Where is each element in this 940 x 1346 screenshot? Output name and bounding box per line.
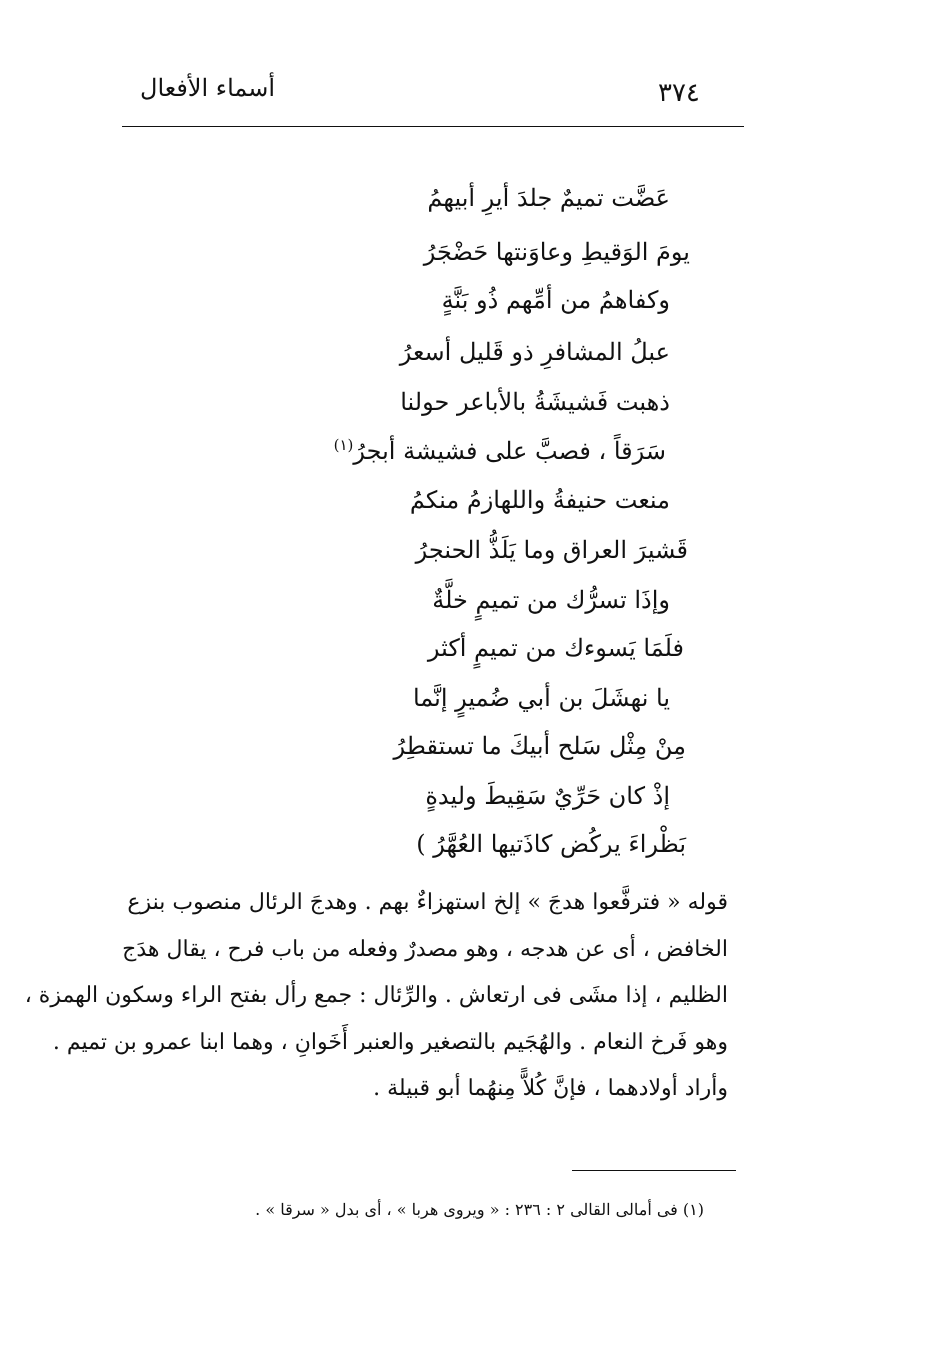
running-header-title: أسماء الأفعال bbox=[140, 74, 276, 102]
poem-line: منعت حنيفةُ واللهازمُ منكمُ bbox=[409, 486, 670, 514]
poem-line: يومَ الوَقيطِ وعاوَنتها حَضْجَرُ bbox=[423, 238, 690, 266]
poem-line: قَشيرَ العراق وما يَلَذُّ الحنجرُ bbox=[415, 536, 688, 564]
poem-line: وكفاهمُ من أمِّهم ذُو بَنَّةٍ bbox=[441, 286, 670, 314]
poem-line: فلَمَا يَسوءك من تميمٍ أكثر bbox=[427, 634, 684, 662]
poem-line-with-footnote bbox=[328, 436, 666, 465]
poem-line: بَظْراءَ يركُض كاذَتيها العُهَّرُ ) bbox=[416, 830, 686, 858]
poem-line: مِنْ مِثْل سَلح أبيكَ ما تستقطِرُ bbox=[393, 732, 686, 760]
poem-line-text: سَرَقاً ، فصبَّ على فشيشة أبجرُ bbox=[353, 437, 666, 465]
page-number: ٣٧٤ bbox=[658, 78, 700, 108]
footnote: (١) فى أمالى القالى ٢ : ٢٣٦ : « ويروى هربا » ، أى بدل « سرقا » . bbox=[255, 1200, 704, 1219]
commentary-line: الظليم ، إذا مشَى فى ارتعاش . والرِّئال : جمع رأل بفتح الراء وسكون الهمزة ، bbox=[24, 983, 728, 1008]
header-divider bbox=[122, 126, 744, 127]
poem-line: ذهبت فَشيشَةُ بالأباعر حولنا bbox=[400, 388, 670, 416]
footnote-marker: (١) bbox=[333, 436, 354, 454]
poem-line: يا نهشَلَ بن أبي ضُميرٍ إنَّما bbox=[412, 684, 670, 712]
poem-line: عبلُ المشافرِ ذو قَليل أسعرُ bbox=[399, 338, 670, 366]
commentary-line: قوله « فترفَّعوا هدجَ » إلخ استهزاءٌ بهم . وهدجَ الرئال منصوب بنزع bbox=[127, 890, 728, 915]
poem-line: عَضَّت تميمٌ جلدَ أيرِ أبيهمُ bbox=[427, 184, 670, 212]
commentary-line: وهو فَرخ النعام . والهُجَيم بالتصغير والعنبر أَخَوانِ ، وهما ابنا عمرو بن تميم . bbox=[52, 1029, 728, 1055]
footnote-divider bbox=[572, 1170, 736, 1171]
commentary-paragraph bbox=[24, 880, 728, 1113]
commentary-line: وأراد أولادهما ، فإنَّ كُلاًّ مِنهُما أبو قبيلة . bbox=[373, 1076, 728, 1101]
commentary-line: الخافض ، أى عن هدجه ، وهو مصدرٌ وفعله من باب فرح ، يقال هدَج bbox=[122, 936, 728, 962]
poem-line: وإذَا تسرُّك من تميمٍ خلَّةٌ bbox=[432, 586, 670, 614]
poem-line: إذْ كان حَرِّيٌ سَقِيطَ وليدةٍ bbox=[425, 782, 670, 810]
